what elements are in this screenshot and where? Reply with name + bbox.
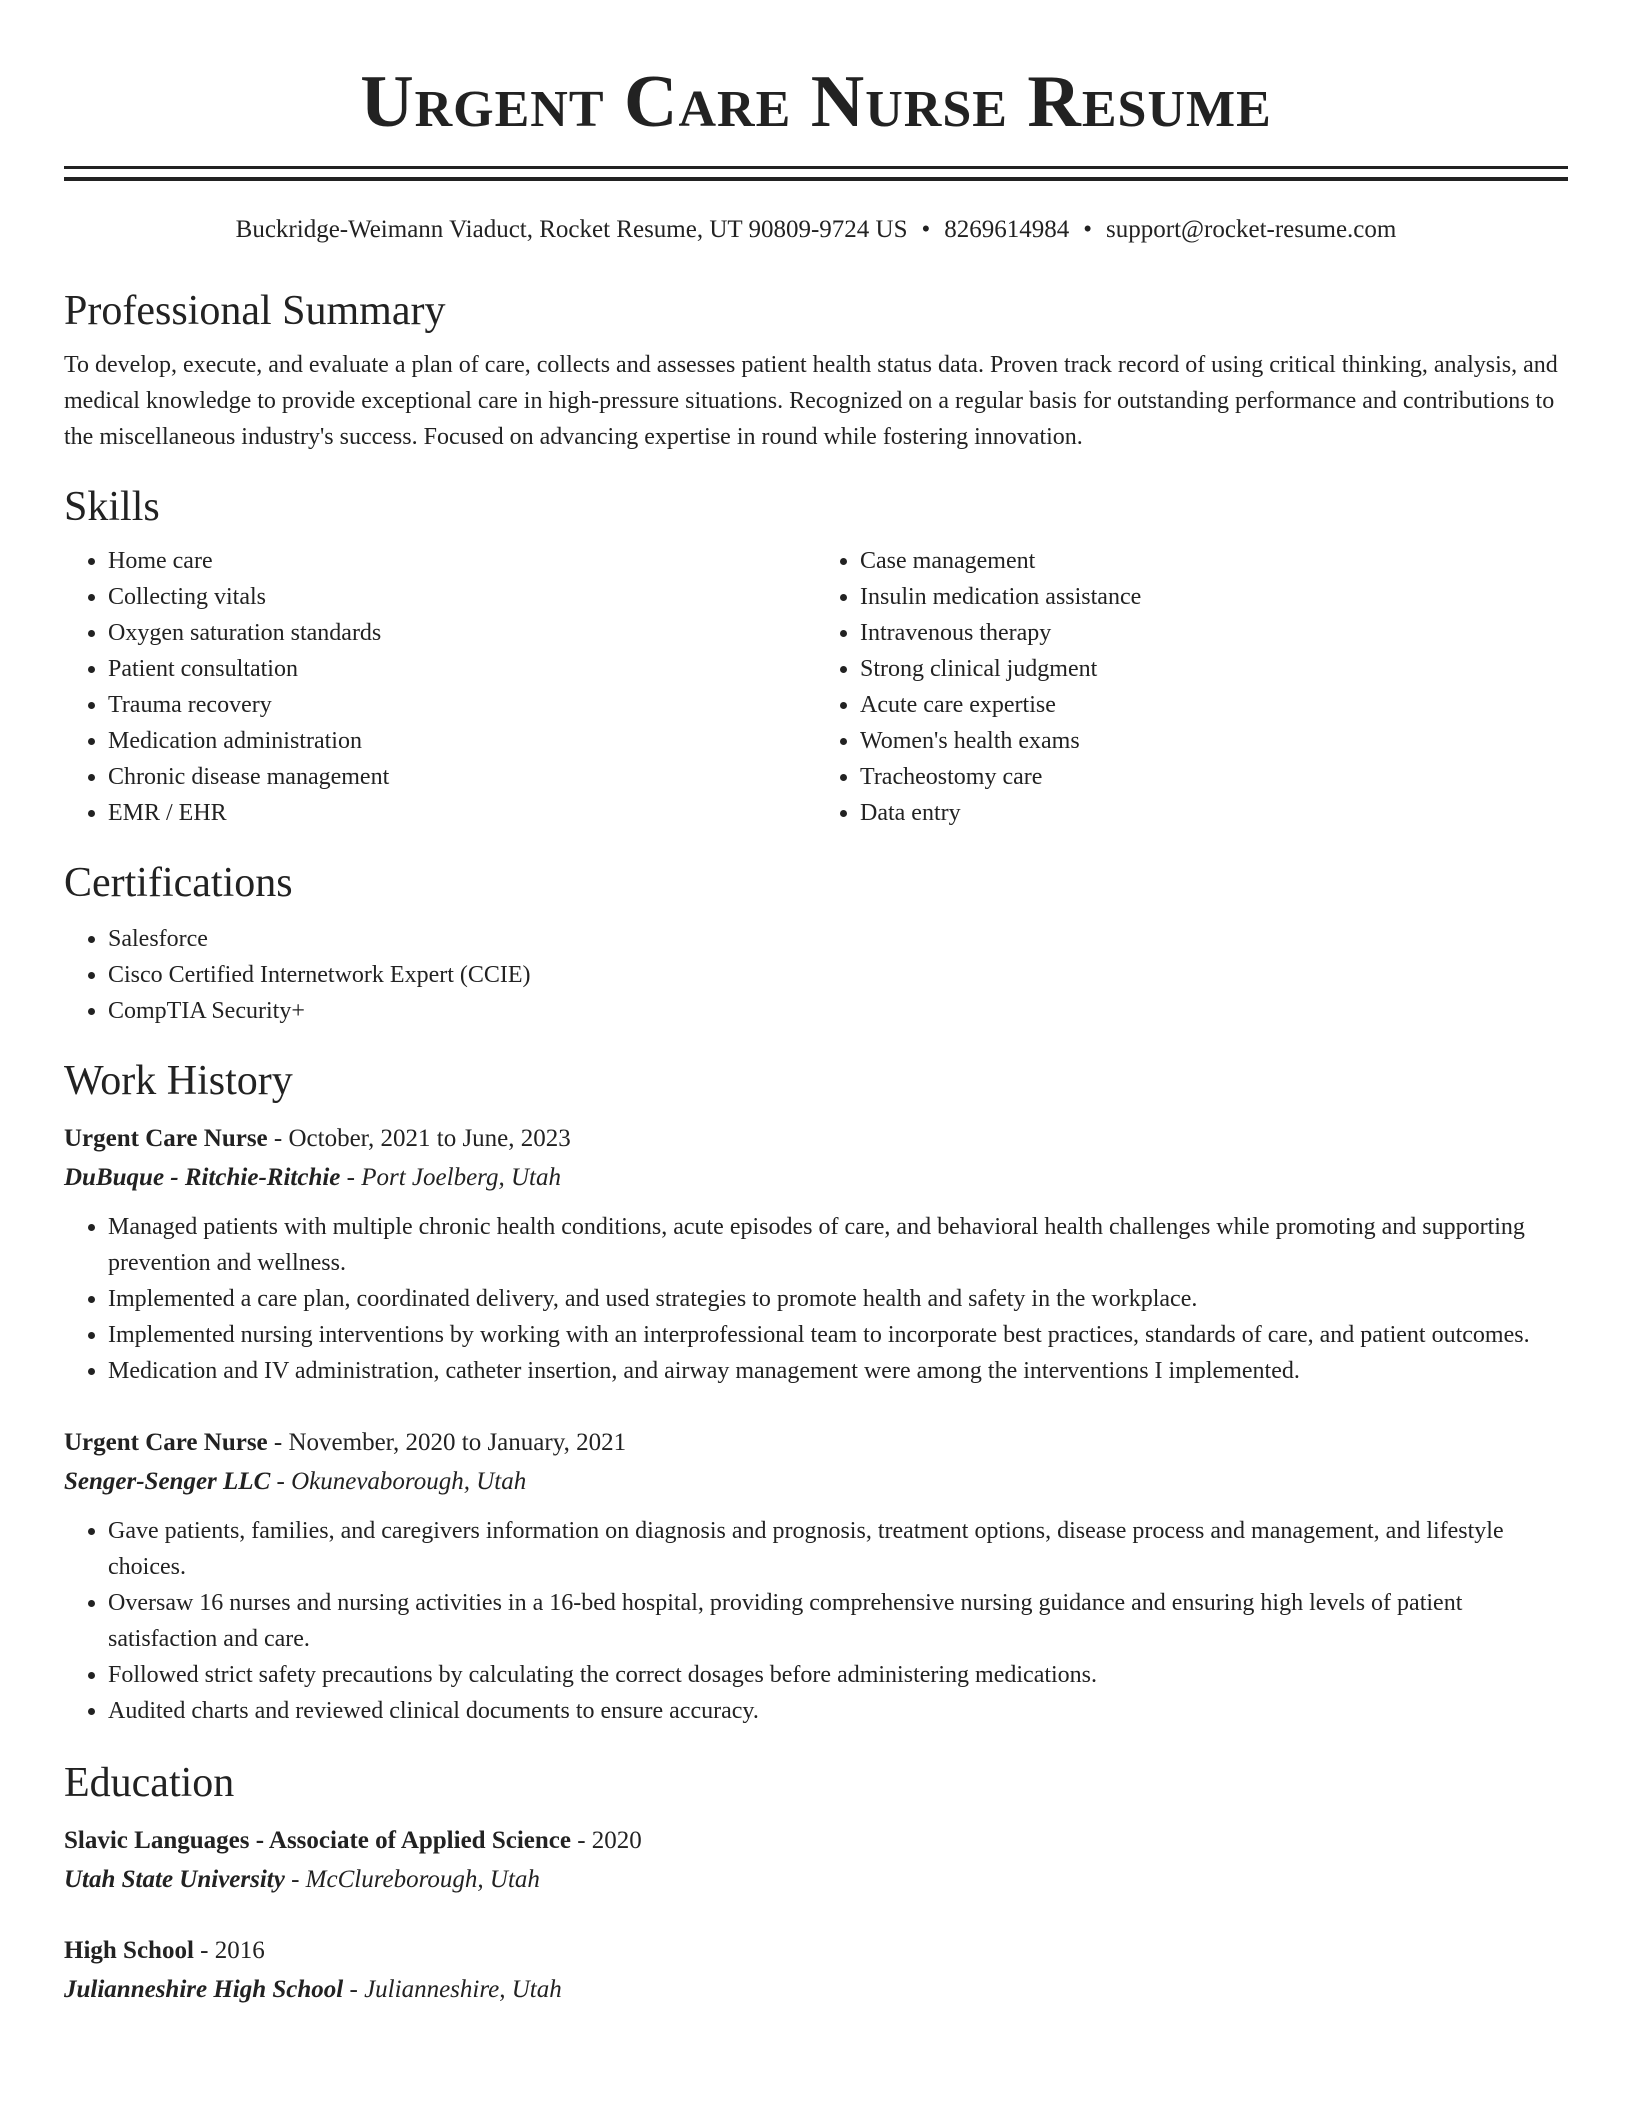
skill-item: • Acute care expertise: [860, 687, 1568, 723]
skill-item: • Collecting vitals: [108, 579, 816, 615]
job-location: Okunevaborough, Utah: [291, 1468, 527, 1495]
skill-item: • Strong clinical judgment: [860, 651, 1568, 687]
page-title: Urgent Care Nurse Resume: [360, 61, 1272, 143]
job-title: Urgent Care Nurse: [64, 1429, 268, 1456]
skills-heading: Skills: [64, 484, 160, 530]
contact-separator: •: [921, 216, 931, 243]
contact-line: [64, 215, 1568, 245]
education-location: McClureborough, Utah: [305, 1866, 540, 1893]
education-year: 2016: [214, 1937, 265, 1964]
skill-item: • EMR / EHR: [108, 795, 816, 831]
education-location: Julianneshire, Utah: [364, 1976, 562, 2003]
certifications-list: [64, 921, 1568, 1029]
contact-address: Buckridge-Weimann Viaduct, Rocket Resume, UT 90809-9724 US: [235, 216, 908, 243]
job-bullet: • Oversaw 16 nurses and nursing activities in a 16-bed hospital, providing comprehensive nursing guidance and ensuring high levels of patient satisfaction and care.: [108, 1585, 1568, 1657]
job-location: Port Joelberg, Utah: [361, 1164, 561, 1191]
skill-item: • Chronic disease management: [108, 759, 816, 795]
job-company: DuBuque - Ritchie-Ritchie: [64, 1164, 341, 1191]
education-degree-line: Slavic Languages - Associate of Applied Science - 2020: [64, 1827, 642, 1854]
job-company-line: Senger-Senger LLC - Okunevaborough, Utah: [64, 1468, 527, 1495]
contact-email: support@rocket-resume.com: [1106, 216, 1397, 243]
education-school-line: Julianneshire High School - Julianneshire, Utah: [64, 1976, 562, 2003]
skill-item: • Case management: [860, 543, 1568, 579]
job-entry: [64, 1423, 1568, 1729]
education-school: Julianneshire High School: [64, 1976, 344, 2003]
work-history-heading: Work History: [64, 1058, 293, 1104]
job-entry: [64, 1119, 1568, 1389]
title-divider: [64, 166, 1568, 181]
skill-item: • Patient consultation: [108, 651, 816, 687]
job-bullet: • Managed patients with multiple chronic health conditions, acute episodes of care, and behavioral health challenges while promoting and supporting prevention and wellness.: [108, 1209, 1568, 1281]
summary-text: To develop, execute, and evaluate a plan of care, collects and assesses patient health status data. Proven track record of using critical thinking, analysis, and medical knowledge to provide exceptional care in high-pressure situations. Recognized on a regular basis for outstanding performance and contributions to the miscellaneous industry's success. Focused on advancing expertise in round while fostering innovation.: [64, 352, 1558, 450]
skill-item: • Oxygen saturation standards: [108, 615, 816, 651]
job-dates: October, 2021 to June, 2023: [288, 1125, 571, 1152]
job-bullet: • Followed strict safety precautions by calculating the correct dosages before administering medications.: [108, 1657, 1568, 1693]
skills-column-left: [64, 543, 816, 831]
education-entry: [64, 1821, 1568, 1899]
certification-item: • CompTIA Security+: [108, 993, 1568, 1029]
education-heading: Education: [64, 1760, 235, 1806]
job-dates: November, 2020 to January, 2021: [288, 1429, 627, 1456]
skill-item: • Intravenous therapy: [860, 615, 1568, 651]
education-degree: Slavic Languages - Associate of Applied Science: [64, 1827, 571, 1854]
job-bullet: • Implemented nursing interventions by working with an interprofessional team to incorporate best practices, standards of care, and patient outcomes.: [108, 1317, 1568, 1353]
education-school-line: Utah State University - McClureborough, Utah: [64, 1866, 540, 1893]
education-entry: [64, 1931, 1568, 2009]
job-title-line: Urgent Care Nurse - November, 2020 to January, 2021: [64, 1429, 627, 1456]
skill-item: • Tracheostomy care: [860, 759, 1568, 795]
skill-item: • Trauma recovery: [108, 687, 816, 723]
job-bullet: • Implemented a care plan, coordinated delivery, and used strategies to promote health and safety in the workplace.: [108, 1281, 1568, 1317]
job-company-line: DuBuque - Ritchie-Ritchie - Port Joelberg, Utah: [64, 1164, 561, 1191]
job-title: Urgent Care Nurse: [64, 1125, 268, 1152]
job-company: Senger-Senger LLC: [64, 1468, 271, 1495]
job-title-line: Urgent Care Nurse - October, 2021 to June, 2023: [64, 1125, 571, 1152]
education-degree: High School: [64, 1937, 194, 1964]
skill-item: • Home care: [108, 543, 816, 579]
job-bullet: • Medication and IV administration, catheter insertion, and airway management were among the interventions I implemented.: [108, 1353, 1568, 1389]
education-year: 2020: [591, 1827, 642, 1854]
job-bullets: [64, 1513, 1568, 1729]
skills-list: [64, 543, 1568, 831]
skills-column-right: [816, 543, 1568, 831]
certification-item: • Cisco Certified Internetwork Expert (CCIE): [108, 957, 1568, 993]
job-bullet: • Gave patients, families, and caregivers information on diagnosis and prognosis, treatment options, disease process and management, and lifestyle choices.: [108, 1513, 1568, 1585]
education-degree-line: High School - 2016: [64, 1937, 265, 1964]
skill-item: • Data entry: [860, 795, 1568, 831]
summary-heading: Professional Summary: [64, 288, 446, 334]
job-bullets: [64, 1209, 1568, 1389]
skill-item: • Women's health exams: [860, 723, 1568, 759]
skill-item: • Medication administration: [108, 723, 816, 759]
certifications-heading: Certifications: [64, 860, 293, 906]
education-school: Utah State University: [64, 1866, 285, 1893]
contact-separator: •: [1083, 216, 1093, 243]
contact-phone: 8269614984: [944, 216, 1070, 243]
skill-item: • Insulin medication assistance: [860, 579, 1568, 615]
certification-item: • Salesforce: [108, 921, 1568, 957]
job-bullet: • Audited charts and reviewed clinical documents to ensure accuracy.: [108, 1693, 1568, 1729]
